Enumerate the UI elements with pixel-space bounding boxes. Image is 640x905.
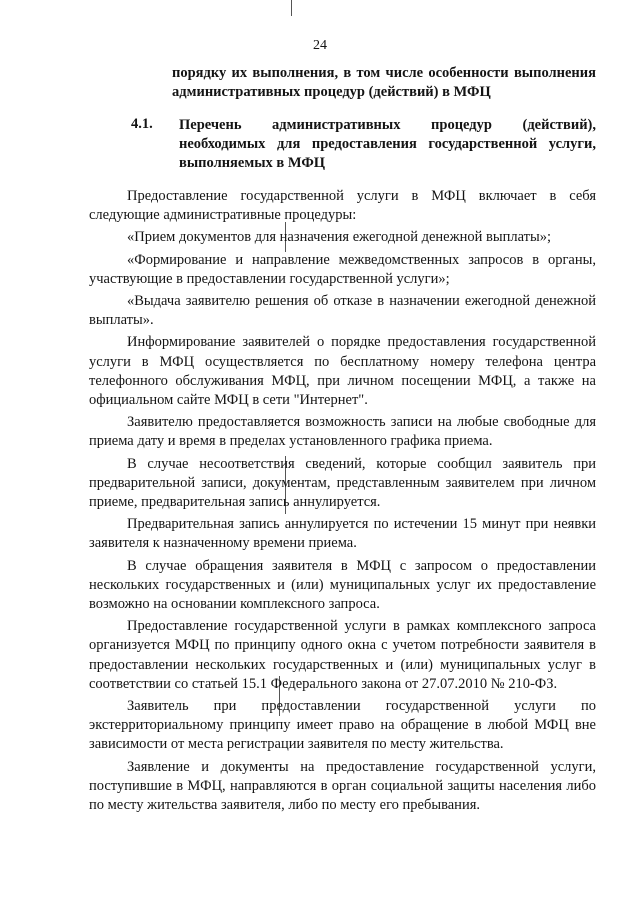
paragraph: Информирование заявителей о порядке предоставления государственной услуги в МФЦ осуществляется по бесплатному номеру телефона центра телефонного обслуживания МФЦ, при личном посещении МФЦ, а также на официальном сайте МФЦ в сети "Интернет".	[89, 334, 596, 409]
section-title: Перечень административных процедур (действий), необходимых для предоставления государственной услуги, выполняемых в МФЦ	[179, 117, 596, 171]
page-number: 24	[313, 38, 327, 53]
paragraph: «Прием документов для назначения ежегодной денежной выплаты»;	[127, 229, 552, 246]
paragraph: Предварительная запись аннулируется по истечении 15 минут при неявки заявителя к назначенному времени приема.	[89, 516, 596, 552]
paragraph: Заявителю предоставляется возможность записи на любые свободные для приема дату и время в пределах установленного графика приема.	[89, 414, 596, 450]
paragraph: В случае обращения заявителя в МФЦ с запросом о предоставлении нескольких государственных и (или) муниципальных услуг их предоставление возможно на основании комплексного запроса.	[89, 557, 596, 613]
paragraph: Предоставление государственной услуги в МФЦ включает в себя следующие административные процедуры:	[89, 188, 596, 224]
paragraph: Заявитель при предоставлении государственной услуги по экстерриториальному принципу имеет право на обращение в любой МФЦ вне зависимости от места регистрации заявителя по месту жительства.	[89, 698, 596, 753]
section-number: 4.1.	[131, 116, 153, 132]
scan-margin-line	[291, 0, 292, 16]
body-text	[89, 187, 596, 818]
paragraph: Предоставление государственной услуги в рамках комплексного запроса организуется МФЦ по принципу одного окна с учетом потребности заявителя в предоставлении нескольких государственных и (или) муниципальных услуг в соответствии со статьей 15.1 Федерального закона от 27.07.2010 № 210-ФЗ.	[89, 618, 596, 692]
paragraph: Заявление и документы на предоставление государственной услуги, поступившие в МФЦ, направляются в орган социальной защиты населения либо по месту жительства заявителя, либо по месту его пребывания.	[89, 758, 596, 814]
continued-heading: порядку их выполнения, в том числе особенности выполнения административных процедур (действий) в МФЦ	[172, 65, 596, 100]
paragraph: «Выдача заявителю решения об отказе в назначении ежегодной денежной выплаты».	[89, 293, 596, 329]
paragraph: В случае несоответствия сведений, которые сообщил заявитель при предварительной записи, документам, представленным заявителем при личном приеме, предварительная запись аннулируется.	[89, 455, 596, 511]
paragraph: «Формирование и направление межведомственных запросов в органы, участвующие в предоставлении государственной услуги»;	[89, 251, 596, 287]
